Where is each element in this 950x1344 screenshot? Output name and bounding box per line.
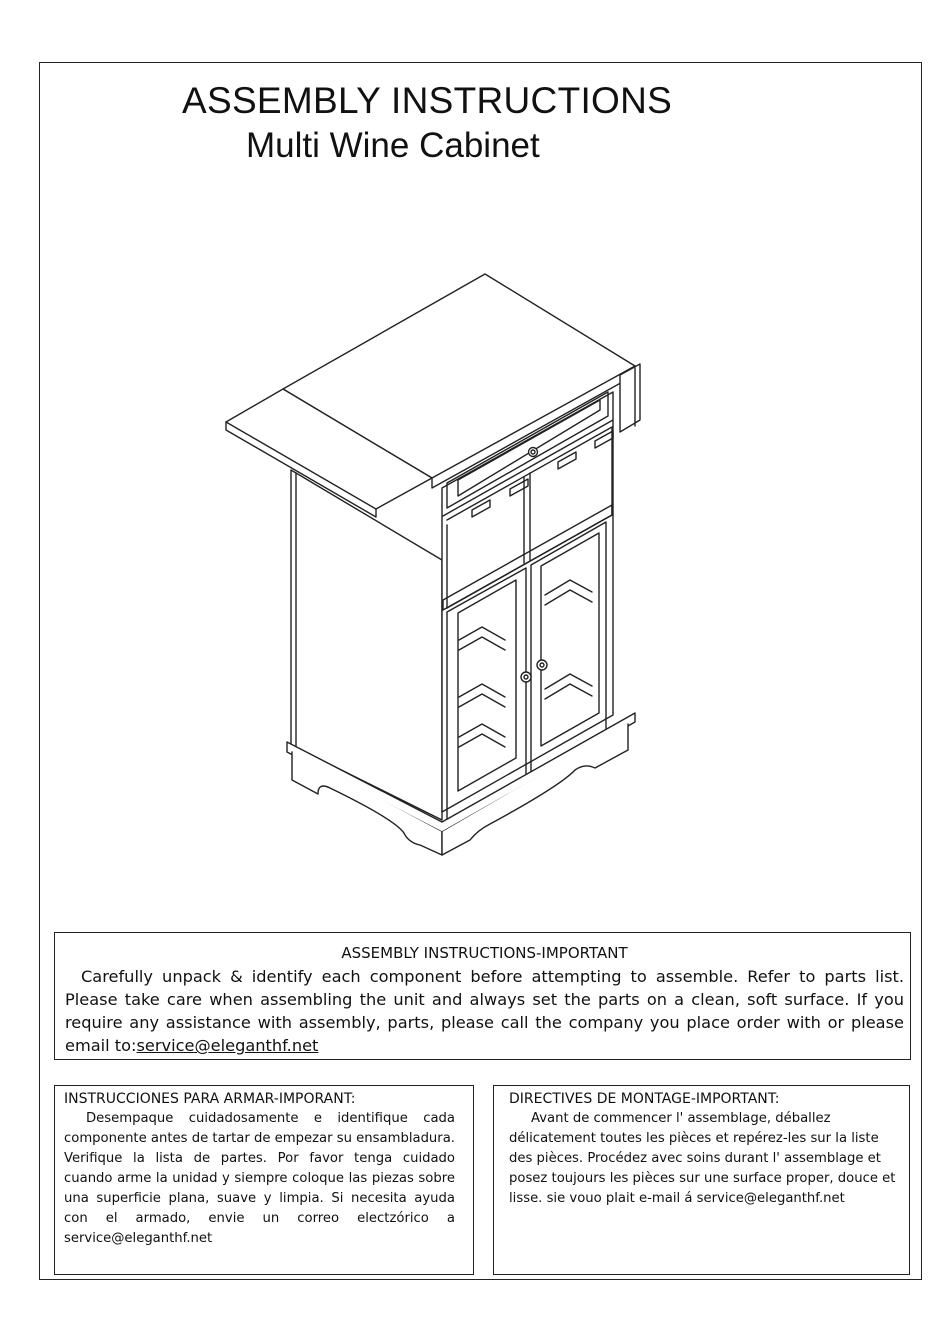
right-drop-leaf: [620, 364, 640, 432]
english-body: [65, 965, 904, 1057]
english-text: Carefully unpack & identify each component before attempting to assemble. Refer to parts list. Please take care when assembling the unit and always set the parts on a clean, soft surface. If you require any assistance with assembly, parts, please call the company you place order with or please email to:: [65, 967, 904, 1055]
english-heading: ASSEMBLY INSTRUCTIONS-IMPORTANT: [341, 944, 628, 962]
spanish-body: Desempaque cuidadosamente e identifique cada componente antes de tartar de empezar su ensambladura. Verifique la lista de partes. Por favor tenga cuidado cuando arme la unidad y siempre coloque las piezas sobre una superficie plana, suave y limpia. Si necesita ayuda con el armado, envie un correo electzórico a service@eleganthf.net: [64, 1111, 455, 1246]
door-knob-left: [521, 672, 531, 682]
drawer-knob: [529, 448, 538, 457]
french-instructions-box: [493, 1085, 910, 1275]
wine-cabinet-illustration: [215, 260, 655, 860]
door-knob-right: [537, 660, 547, 670]
english-instructions-box: [54, 932, 911, 1060]
page-title: ASSEMBLY INSTRUCTIONS: [182, 80, 673, 121]
page-subtitle: Multi Wine Cabinet: [246, 126, 540, 165]
spanish-heading: INSTRUCCIONES PARA ARMAR-IMPORANT:: [64, 1091, 356, 1107]
french-body: Avant de commencer l' assemblage, déballez délicatement toutes les pièces et repérez-les sur la liste des pièces. Procédez avec soins durant l' assemblage et posez toujours les pièces sur une surface proper, douce et lisse. sie vouo plait e-mail á service@eleganthf.net: [509, 1111, 896, 1206]
french-heading: DIRECTIVES DE MONTAGE-IMPORTANT:: [509, 1091, 780, 1107]
spanish-instructions-box: [54, 1085, 474, 1275]
english-email-link[interactable]: service@eleganthf.net: [136, 1036, 319, 1055]
